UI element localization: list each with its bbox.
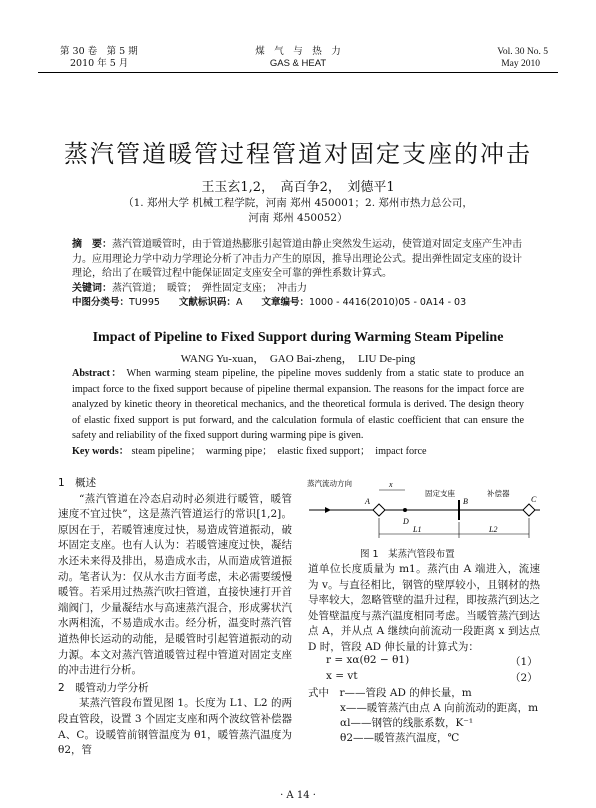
figure-1-caption: 图 1 某蒸汽管段布置 [360,549,455,560]
abstract-label: 摘 要： [72,239,112,250]
paper-title-en: Impact of Pipeline to Fixed Support during Warming Steam Pipeline [92,330,504,345]
def-desc-x: ——暖管蒸汽由点 A 向前流动的距离，m [345,702,539,714]
header-volume: 第 30 卷 第 5 期 [60,46,138,57]
label-l1: L1 [413,525,422,534]
affiliations [60,196,536,226]
compensator-a [373,504,385,516]
label-a: A [365,497,370,506]
label-fixed: 固定支座 [425,489,455,498]
label-d: D [403,517,409,526]
abstract-en [72,366,524,459]
article-label: 文章编号： [261,297,309,308]
right-column [308,562,540,656]
article-value: 1000 - 4416(2010)05 - 0A14 - 03 [308,297,467,308]
right-paragraph: 道单位长度质量为 m1。蒸汽由 A 端进入，流速为 v。与直径相比，钢管的壁厚较小，且钢材的热导率较大，忽略管壁的温升过程，即按蒸汽到达之处管壁温度与蒸汽温度相同考虑。当暖管蒸汽到达点 A，并从点 A 继续向前流动一段距离 x 到达点 D 时，管段 AD 伸长量的计算式为： [308,563,540,653]
paper-title-cn: 蒸汽管道暖管过程管道对固定支座的冲击 [64,140,532,168]
def-desc-theta2: ——暖管蒸汽温度，℃ [353,732,460,744]
header-date-en: May 2010 [501,59,540,69]
def-symbol-r: 式中 r [308,687,345,699]
keywords-en: steam pipeline； warming pipe； elastic fixed support； impact force [131,445,427,457]
equation-2-number: （2） [510,672,538,684]
clc-value: TU995 [129,297,160,308]
authors-cn: 王玉玄1,2， 高百争2， 刘德平1 [201,180,395,195]
keywords-en-label: Key words： [72,445,129,457]
header-volume-en: Vol. 30 No. 5 [497,47,548,57]
symbol-definitions [308,686,540,746]
journal-name-en: GAS & HEAT [269,58,327,69]
abstract-cn [72,238,524,311]
label-comp: 补偿器 [487,489,510,498]
label-l2: L2 [489,525,498,534]
equation-1-number: （1） [510,656,538,668]
page-number: · A 14 · [280,790,316,801]
label-x: x [389,480,393,489]
compensator-c [523,504,535,516]
flow-arrow [325,507,331,513]
label-b: B [463,497,468,506]
keywords-label: 关键词： [72,282,112,294]
abstract-text: 蒸汽管道暖管时，由于管道热膨胀引起管道由静止突然发生运动，使管道对固定支座产生冲击力。应用理论力学中动力学理论分析了冲击力产生的原因，推导出理论公式。提出弹性固定支座的设计理论，给出了在暖管过程中能保证固定支座安全可靠的弹性系数计算式。 [72,239,522,279]
def-desc-r: ——管段 AD 的伸长量，m [344,687,472,699]
left-column [58,476,292,759]
section-1-heading: 1 概述 [58,477,97,489]
equation-2: x = vt [326,670,358,682]
def-symbol-x: x [340,702,346,714]
clc-label: 中图分类号： [72,297,130,308]
def-desc-alpha: ——钢管的线胀系数，K⁻¹ [350,717,474,729]
def-symbol-alpha: αl [340,717,351,729]
label-c: C [531,495,537,504]
section-2-heading: 2 暖管动力学分析 [58,681,149,694]
affiliation-line-2: 河南 郑州 450052） [248,212,348,224]
abstract-en-text: When warming steam pipeline, the pipeline moves suddenly from a static state to produce an impact force to the fixed support because of pipeline thermal expansion. The reasons for the impact force are analyzed by kinetic theory in theoretical mechanics, and the theoretical formula is derived. The design theory of elastic fixed support is put forward, and the calculation formula of elastic coefficient that can ensure the safety and reliability of the fixed support during warming pipe is given. [72,368,524,441]
header-date: 2010 年 5 月 [70,58,129,69]
doc-value: A [235,297,243,308]
section-1-paragraph: “蒸汽管道在冷态启动时必须进行暖管，暖管速度不宜过快”，这是蒸汽管道运行的常识[1,2]。原因在于，若暖管速度过快，易造成管道振动，破坏固定支座。也有人认为：若暖管速度过快，凝结水还未来得及排出，易造成水击，从而造成管道振动。笔者认为：仅从水击方面考虑，未必需要缓慢暖管。若采用过热蒸汽吹扫管道，直接快速打开首端阀门，少量凝结水与高速蒸汽混合，形成雾状汽水两相流，不易造成水击。经分析，温变时蒸汽管道热伸长运动的动能，是暖管时引起管道振动的动力源。本文对蒸汽管道暖管过程中管道对固定支座的冲击进行分析。 [58,492,292,677]
journal-name-cn: 煤 气 与 热 力 [255,46,341,57]
label-inlet: 蒸汽流动方向 [307,479,352,488]
figure-1-diagram [305,474,550,544]
header-rule [38,72,558,73]
point-d [403,508,407,512]
doc-label: 文献标识码： [178,297,236,308]
def-symbol-theta2: θ2 [340,732,354,744]
equation-1: r = xα(θ2 − θ1) [326,654,410,666]
section-2-paragraph: 某蒸汽管段布置见图 1。长度为 L1、L2 的两段直管段，设置 3 个固定支座和两个波纹管补偿器 A、C。设暖管前钢管温度为 θ1，暖管蒸汽温度为 θ2，管 [58,697,292,757]
keywords: 蒸汽管道； 暖管； 弹性固定支座； 冲击力 [112,282,307,294]
abstract-en-label: Abstract： [72,368,123,379]
affiliation-line-1: （1. 郑州大学 机械工程学院，河南 郑州 450001；2. 郑州市热力总公司， [123,197,473,209]
authors-en: WANG Yu-xuan， GAO Bai-zheng， LIU De-ping [180,353,416,365]
